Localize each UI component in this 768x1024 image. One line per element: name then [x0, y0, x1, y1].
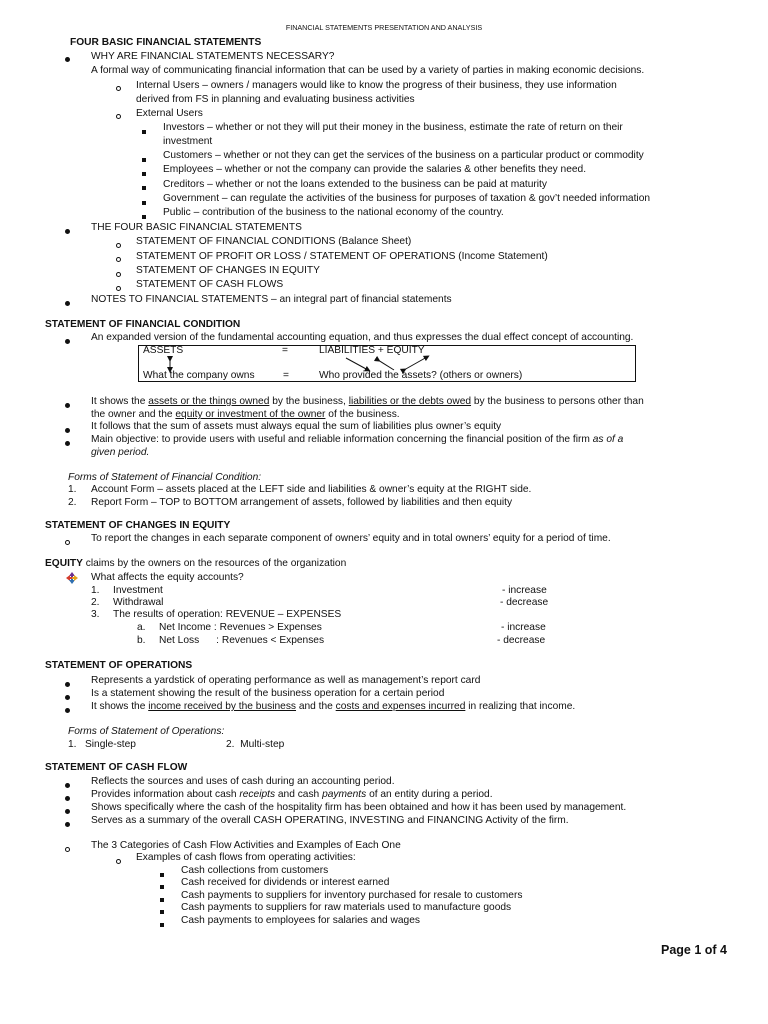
circle-bullet-icon: [60, 844, 74, 857]
eq-liabilities-equity: LIABILITIES + EQUITY: [319, 345, 425, 356]
eq-equals-2: =: [283, 370, 289, 381]
ext-item-public: Public – contribution of the business to the national economy of the country.: [163, 207, 504, 218]
square-bullet-icon: [155, 894, 169, 907]
circle-bullet-icon: [111, 83, 125, 96]
ce-bullet-1: To report the changes in each separate component of owners’ equity and in total owners’ equity for a period of time.: [91, 533, 611, 544]
notes-line: NOTES TO FINANCIAL STATEMENTS – an integral part of financial statements: [91, 294, 452, 305]
section-title-changes-equity: STATEMENT OF CHANGES IN EQUITY: [45, 520, 231, 531]
cf-categories: The 3 Categories of Cash Flow Activities and Examples of Each One: [91, 840, 401, 851]
bullet-icon: [60, 336, 74, 349]
bullet-icon: [60, 793, 74, 806]
equity-sub-b-letter: b.: [137, 635, 146, 646]
eq-what-owns: What the company owns: [143, 370, 255, 381]
section-title-cash-flow: STATEMENT OF CASH FLOW: [45, 762, 188, 773]
circle-bullet-icon: [111, 269, 125, 282]
eq-who-provided: Who provided the assets? (others or owners): [319, 370, 523, 381]
equity-sub-b: Net Loss : Revenues < Expenses: [159, 635, 325, 646]
bullet-icon: [60, 54, 74, 67]
bullet-icon: [60, 679, 74, 692]
square-bullet-icon: [137, 168, 151, 181]
page-number: Page 1 of 4: [661, 943, 727, 957]
square-bullet-icon: [155, 906, 169, 919]
cf-bullet-2: Provides information about cash receipts and cash payments of an entity during a period.: [91, 789, 493, 800]
why-heading: WHY ARE FINANCIAL STATEMENTS NECESSARY?: [91, 51, 335, 62]
section-title-financial-condition: STATEMENT OF FINANCIAL CONDITION: [45, 319, 241, 330]
fc-form-1: Account Form – assets placed at the LEFT side and liabilities & owner’s equity at the RIGHT side.: [91, 484, 532, 495]
fc-form-1-num: 1.: [68, 484, 77, 495]
circle-bullet-icon: [111, 856, 125, 869]
fc-form-2-num: 2.: [68, 497, 77, 508]
bullet-icon: [60, 692, 74, 705]
fc-bullet-4-line2: given period.: [91, 447, 150, 458]
fc-form-2: Report Form – TOP to BOTTOM arrangement of assets, followed by liabilities and then equity: [91, 497, 513, 508]
op-bullet-3: It shows the income received by the business and the costs and expenses incurred in realizing that income.: [91, 701, 576, 712]
internal-users-line2: derived from FS in planning and evaluating business activities: [136, 94, 415, 105]
colored-arrow-bullet-icon: [66, 572, 78, 584]
equity-affects-heading: What affects the equity accounts?: [91, 572, 244, 583]
circle-bullet-icon: [60, 537, 74, 550]
op-bullet-1: Represents a yardstick of operating performance as well as management’s report card: [91, 675, 481, 686]
equity-item-2-num: 2.: [91, 597, 100, 608]
bullet-icon: [60, 438, 74, 451]
section-title-operations: STATEMENT OF OPERATIONS: [45, 660, 193, 671]
equity-item-3-num: 3.: [91, 609, 100, 620]
equity-sub-a-effect: - increase: [501, 622, 546, 633]
equity-item-1: Investment: [113, 585, 163, 596]
eq-assets: ASSETS: [143, 345, 184, 356]
bullet-icon: [60, 298, 74, 311]
equity-item-1-num: 1.: [91, 585, 100, 596]
bullet-icon: [60, 806, 74, 819]
bullet-icon: [60, 400, 74, 413]
ext-item-government: Government – can regulate the activities of the business for purposes of taxation & gov’t needed information: [163, 193, 651, 204]
ext-item-employees: Employees – whether or not the company can provide the salaries & other benefits they need.: [163, 164, 587, 175]
cf-example-4: Cash payments to suppliers for raw materials used to manufacture goods: [181, 902, 512, 913]
why-definition: A formal way of communicating financial information that can be used by a variety of parties in making economic decisions.: [91, 65, 645, 76]
equity-item-3: The results of operation: REVENUE – EXPENSES: [113, 609, 342, 620]
cf-example-5: Cash payments to employees for salaries and wages: [181, 915, 420, 926]
ext-item-investors: Investors – whether or not they will put their money in the business, estimate the rate of return on their: [163, 122, 623, 133]
square-bullet-icon: [155, 869, 169, 882]
fc-bullet-2-line2: the owner and the equity or investment of the owner of the business.: [91, 409, 400, 420]
cf-bullet-3: Shows specifically where the cash of the hospitality firm has been obtained and how it has been used by management.: [91, 802, 627, 813]
op-form-1: 1. Single-step: [68, 739, 136, 750]
equity-item-2-effect: - decrease: [500, 597, 549, 608]
bullet-icon: [60, 819, 74, 832]
four-item-4: STATEMENT OF CASH FLOWS: [136, 279, 284, 290]
ext-item-customers: Customers – whether or not they can get the services of the business on a particular product or commodity: [163, 150, 644, 161]
bullet-icon: [60, 226, 74, 239]
external-users: External Users: [136, 108, 203, 119]
cf-example-2: Cash received for dividends or interest earned: [181, 877, 390, 888]
document-header: FINANCIAL STATEMENTS PRESENTATION AND ANALYSIS: [285, 23, 483, 32]
fc-bullet-3: It follows that the sum of assets must always equal the sum of liabilities plus owner’s equity: [91, 421, 502, 432]
cf-example-3: Cash payments to suppliers for inventory purchased for resale to customers: [181, 890, 523, 901]
fc-forms-title: Forms of Statement of Financial Condition:: [68, 472, 262, 483]
fc-bullet-1: An expanded version of the fundamental accounting equation, and thus expresses the dual effect concept of accounting.: [91, 332, 634, 343]
square-bullet-icon: [155, 881, 169, 894]
bullet-icon: [60, 705, 74, 718]
circle-bullet-icon: [111, 240, 125, 253]
cf-bullet-4: Serves as a summary of the overall CASH OPERATING, INVESTING and FINANCING Activity of the firm.: [91, 815, 569, 826]
four-item-2: STATEMENT OF PROFIT OR LOSS / STATEMENT OF OPERATIONS (Income Statement): [136, 251, 548, 262]
internal-users-line1: Internal Users – owners / managers would like to know the progress of their business, they use information: [136, 80, 617, 91]
cf-bullet-1: Reflects the sources and uses of cash during an accounting period.: [91, 776, 395, 787]
cf-examples-heading: Examples of cash flows from operating activities:: [136, 852, 356, 863]
fc-bullet-4-line1: Main objective: to provide users with useful and reliable information concerning the financial position of the firm as of a: [91, 434, 624, 445]
square-bullet-icon: [137, 197, 151, 210]
equation-arrows-icon: [138, 345, 636, 382]
four-item-3: STATEMENT OF CHANGES IN EQUITY: [136, 265, 320, 276]
equity-sub-b-effect: - decrease: [497, 635, 546, 646]
square-bullet-icon: [137, 126, 151, 139]
square-bullet-icon: [155, 919, 169, 932]
four-statements-heading: THE FOUR BASIC FINANCIAL STATEMENTS: [91, 222, 302, 233]
equity-definition: EQUITY claims by the owners on the resources of the organization: [45, 558, 347, 569]
cf-example-1: Cash collections from customers: [181, 865, 329, 876]
bullet-icon: [60, 780, 74, 793]
op-forms-title: Forms of Statement of Operations:: [68, 726, 225, 737]
equity-sub-a-letter: a.: [137, 622, 146, 633]
circle-bullet-icon: [111, 111, 125, 124]
square-bullet-icon: [137, 182, 151, 195]
fc-bullet-2-line1: It shows the assets or the things owned by the business, liabilities or the debts owed by the business to persons other than: [91, 396, 644, 407]
section-title-four-basic: FOUR BASIC FINANCIAL STATEMENTS: [70, 37, 262, 48]
op-bullet-2: Is a statement showing the result of the business operation for a certain period: [91, 688, 445, 699]
ext-item-creditors: Creditors – whether or not the loans extended to the business can be paid at maturity: [163, 179, 547, 190]
op-form-2: 2. Multi-step: [226, 739, 285, 750]
bullet-icon: [60, 425, 74, 438]
equity-item-2: Withdrawal: [113, 597, 164, 608]
square-bullet-icon: [137, 154, 151, 167]
equity-sub-a: Net Income : Revenues > Expenses: [159, 622, 322, 633]
eq-equals: =: [282, 345, 288, 356]
equity-item-1-effect: - increase: [502, 585, 547, 596]
four-item-1: STATEMENT OF FINANCIAL CONDITIONS (Balance Sheet): [136, 236, 412, 247]
ext-item-investors-cont: investment: [163, 136, 213, 147]
circle-bullet-icon: [111, 254, 125, 267]
